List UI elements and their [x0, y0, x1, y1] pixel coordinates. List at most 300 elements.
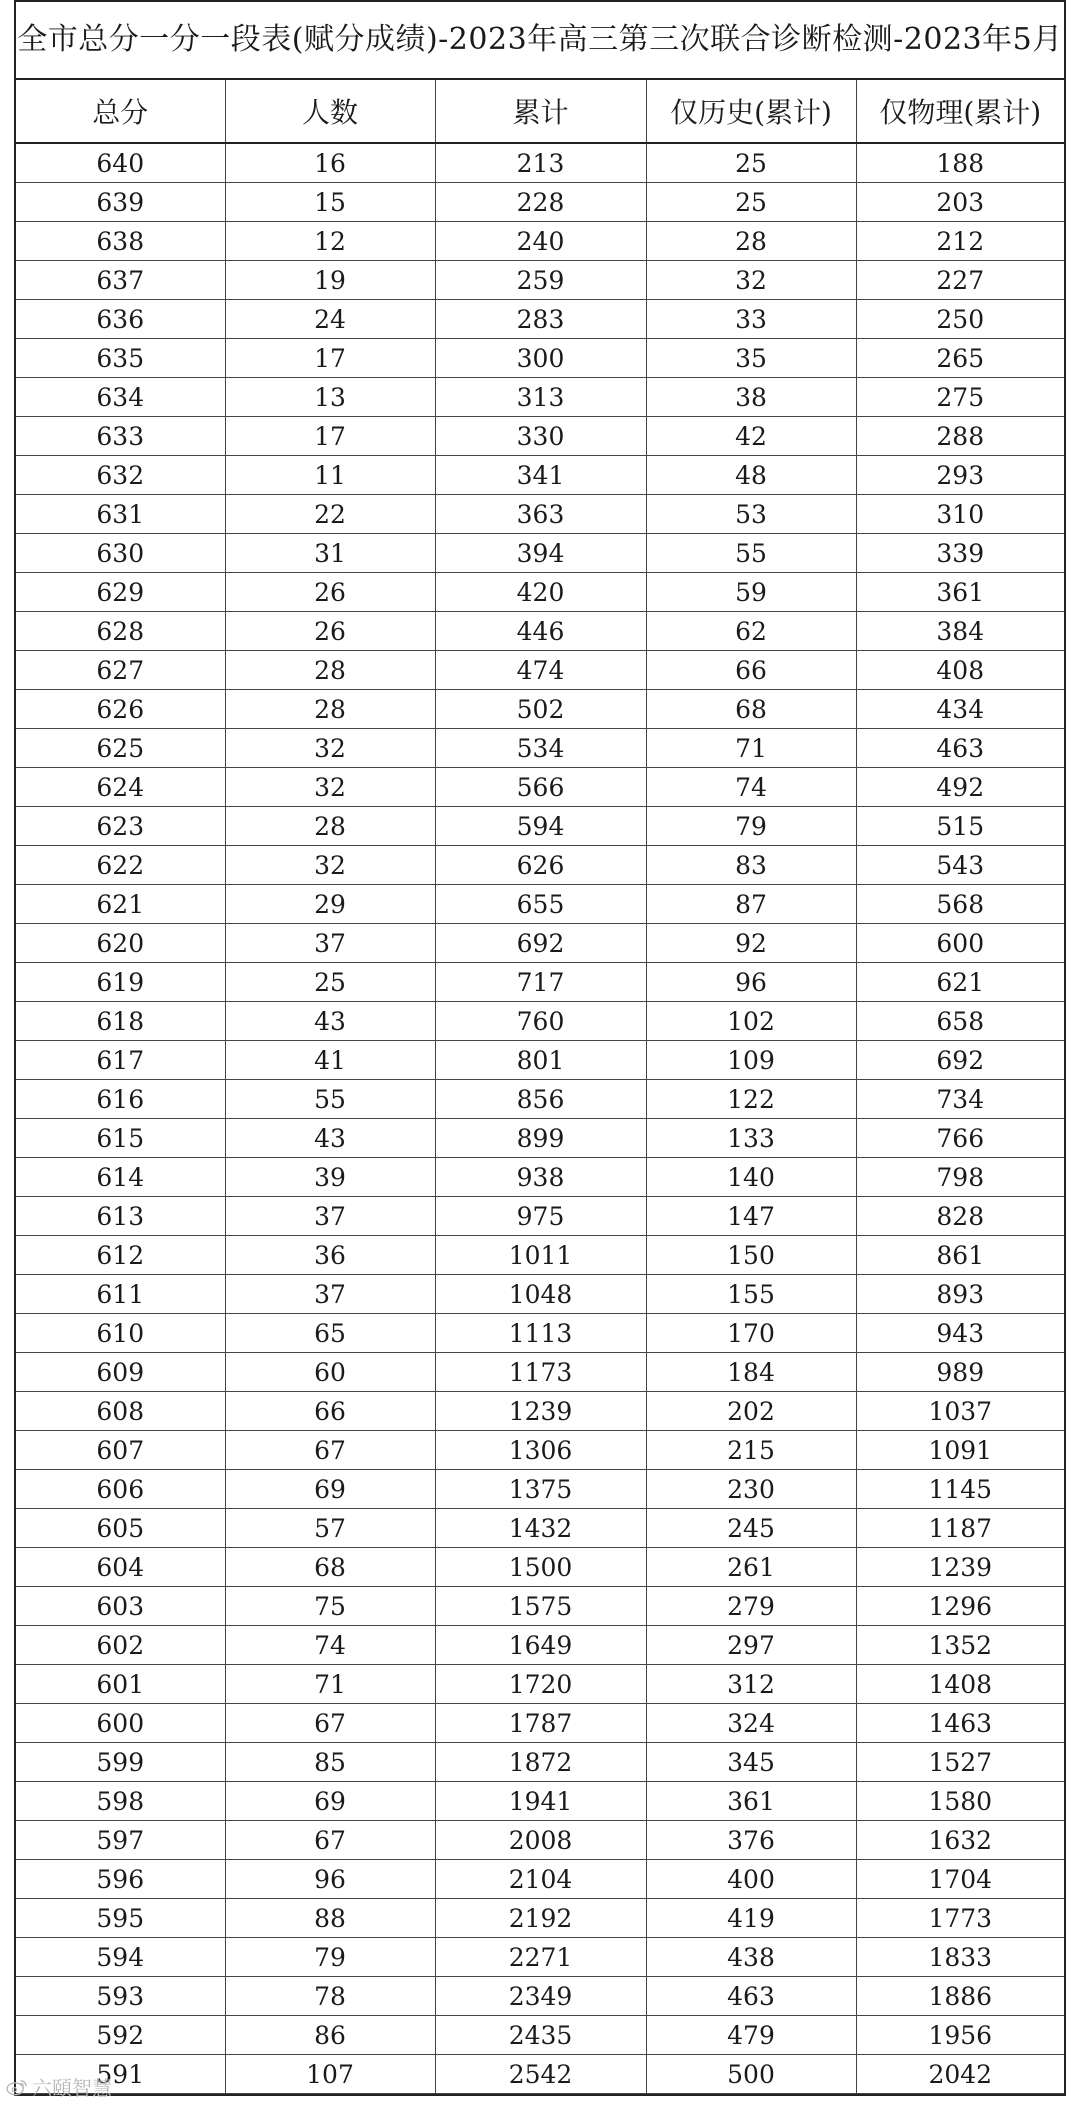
- total-score-cell: 634: [16, 378, 225, 417]
- table-row: [16, 768, 1064, 807]
- count-cell: 28: [225, 690, 435, 729]
- count-cell: 17: [225, 339, 435, 378]
- table-row: [16, 1782, 1064, 1821]
- score-table-sheet: [14, 0, 1066, 2096]
- physics-cumulative-cell: 463: [856, 729, 1064, 768]
- physics-cumulative-cell: 1296: [856, 1587, 1064, 1626]
- history-cumulative-cell: 202: [646, 1392, 856, 1431]
- cumulative-cell: 1500: [435, 1548, 646, 1587]
- total-score-cell: 608: [16, 1392, 225, 1431]
- count-cell: 41: [225, 1041, 435, 1080]
- physics-cumulative-cell: 1187: [856, 1509, 1064, 1548]
- count-cell: 69: [225, 1782, 435, 1821]
- count-cell: 107: [225, 2055, 435, 2094]
- physics-cumulative-cell: 798: [856, 1158, 1064, 1197]
- cumulative-cell: 330: [435, 417, 646, 456]
- total-score-cell: 639: [16, 183, 225, 222]
- history-cumulative-cell: 33: [646, 300, 856, 339]
- table-row: [16, 651, 1064, 690]
- count-cell: 37: [225, 1197, 435, 1236]
- total-score-cell: 640: [16, 143, 225, 183]
- cumulative-cell: 1872: [435, 1743, 646, 1782]
- table-row: [16, 183, 1064, 222]
- table-row: [16, 1431, 1064, 1470]
- physics-cumulative-cell: 1527: [856, 1743, 1064, 1782]
- table-row: [16, 495, 1064, 534]
- table-row: [16, 1509, 1064, 1548]
- count-cell: 68: [225, 1548, 435, 1587]
- physics-cumulative-cell: 1580: [856, 1782, 1064, 1821]
- physics-cumulative-cell: 1408: [856, 1665, 1064, 1704]
- table-row: [16, 1197, 1064, 1236]
- cumulative-cell: 594: [435, 807, 646, 846]
- history-cumulative-cell: 500: [646, 2055, 856, 2094]
- cumulative-cell: 692: [435, 924, 646, 963]
- count-cell: 55: [225, 1080, 435, 1119]
- cumulative-cell: 1575: [435, 1587, 646, 1626]
- history-cumulative-cell: 42: [646, 417, 856, 456]
- count-cell: 32: [225, 729, 435, 768]
- count-cell: 78: [225, 1977, 435, 2016]
- physics-cumulative-cell: 203: [856, 183, 1064, 222]
- total-score-cell: 591: [16, 2055, 225, 2094]
- count-cell: 85: [225, 1743, 435, 1782]
- count-cell: 26: [225, 573, 435, 612]
- count-cell: 65: [225, 1314, 435, 1353]
- physics-cumulative-cell: 861: [856, 1236, 1064, 1275]
- total-score-cell: 625: [16, 729, 225, 768]
- table-row: [16, 456, 1064, 495]
- column-header-history-cumulative: 仅历史(累计): [646, 80, 856, 143]
- table-row: [16, 261, 1064, 300]
- total-score-cell: 607: [16, 1431, 225, 1470]
- history-cumulative-cell: 35: [646, 339, 856, 378]
- history-cumulative-cell: 345: [646, 1743, 856, 1782]
- history-cumulative-cell: 87: [646, 885, 856, 924]
- total-score-cell: 632: [16, 456, 225, 495]
- total-score-cell: 606: [16, 1470, 225, 1509]
- cumulative-cell: 283: [435, 300, 646, 339]
- cumulative-cell: 240: [435, 222, 646, 261]
- column-header-physics-cumulative: 仅物理(累计): [856, 80, 1064, 143]
- history-cumulative-cell: 419: [646, 1899, 856, 1938]
- count-cell: 28: [225, 651, 435, 690]
- cumulative-cell: 446: [435, 612, 646, 651]
- history-cumulative-cell: 261: [646, 1548, 856, 1587]
- table-row: [16, 339, 1064, 378]
- cumulative-cell: 1787: [435, 1704, 646, 1743]
- history-cumulative-cell: 28: [646, 222, 856, 261]
- history-cumulative-cell: 155: [646, 1275, 856, 1314]
- history-cumulative-cell: 147: [646, 1197, 856, 1236]
- history-cumulative-cell: 245: [646, 1509, 856, 1548]
- total-score-cell: 617: [16, 1041, 225, 1080]
- physics-cumulative-cell: 989: [856, 1353, 1064, 1392]
- table-row: [16, 1899, 1064, 1938]
- total-score-cell: 621: [16, 885, 225, 924]
- count-cell: 32: [225, 768, 435, 807]
- history-cumulative-cell: 59: [646, 573, 856, 612]
- cumulative-cell: 1649: [435, 1626, 646, 1665]
- history-cumulative-cell: 184: [646, 1353, 856, 1392]
- history-cumulative-cell: 361: [646, 1782, 856, 1821]
- total-score-cell: 593: [16, 1977, 225, 2016]
- count-cell: 88: [225, 1899, 435, 1938]
- total-score-cell: 597: [16, 1821, 225, 1860]
- total-score-cell: 594: [16, 1938, 225, 1977]
- physics-cumulative-cell: 1037: [856, 1392, 1064, 1431]
- cumulative-cell: 2349: [435, 1977, 646, 2016]
- physics-cumulative-cell: 1886: [856, 1977, 1064, 2016]
- cumulative-cell: 899: [435, 1119, 646, 1158]
- count-cell: 86: [225, 2016, 435, 2055]
- history-cumulative-cell: 463: [646, 1977, 856, 2016]
- physics-cumulative-cell: 1091: [856, 1431, 1064, 1470]
- count-cell: 60: [225, 1353, 435, 1392]
- physics-cumulative-cell: 227: [856, 261, 1064, 300]
- total-score-cell: 635: [16, 339, 225, 378]
- physics-cumulative-cell: 408: [856, 651, 1064, 690]
- cumulative-cell: 1432: [435, 1509, 646, 1548]
- total-score-cell: 624: [16, 768, 225, 807]
- cumulative-cell: 655: [435, 885, 646, 924]
- count-cell: 57: [225, 1509, 435, 1548]
- total-score-cell: 629: [16, 573, 225, 612]
- table-row: [16, 222, 1064, 261]
- cumulative-cell: 313: [435, 378, 646, 417]
- physics-cumulative-cell: 1239: [856, 1548, 1064, 1587]
- weibo-icon: [6, 2078, 28, 2096]
- history-cumulative-cell: 74: [646, 768, 856, 807]
- physics-cumulative-cell: 1773: [856, 1899, 1064, 1938]
- cumulative-cell: 938: [435, 1158, 646, 1197]
- history-cumulative-cell: 62: [646, 612, 856, 651]
- history-cumulative-cell: 400: [646, 1860, 856, 1899]
- count-cell: 31: [225, 534, 435, 573]
- history-cumulative-cell: 96: [646, 963, 856, 1002]
- count-cell: 12: [225, 222, 435, 261]
- page-title: 全市总分一分一段表(赋分成绩)-2023年高三第三次联合诊断检测-2023年5月: [16, 2, 1064, 80]
- table-row: [16, 1275, 1064, 1314]
- column-header-cumulative: 累计: [435, 80, 646, 143]
- table-row: [16, 2055, 1064, 2094]
- history-cumulative-cell: 170: [646, 1314, 856, 1353]
- total-score-cell: 603: [16, 1587, 225, 1626]
- history-cumulative-cell: 438: [646, 1938, 856, 1977]
- history-cumulative-cell: 122: [646, 1080, 856, 1119]
- cumulative-cell: 2435: [435, 2016, 646, 2055]
- physics-cumulative-cell: 621: [856, 963, 1064, 1002]
- count-cell: 36: [225, 1236, 435, 1275]
- cumulative-cell: 760: [435, 1002, 646, 1041]
- history-cumulative-cell: 109: [646, 1041, 856, 1080]
- table-row: [16, 1821, 1064, 1860]
- physics-cumulative-cell: 893: [856, 1275, 1064, 1314]
- total-score-cell: 628: [16, 612, 225, 651]
- physics-cumulative-cell: 515: [856, 807, 1064, 846]
- cumulative-cell: 1306: [435, 1431, 646, 1470]
- table-row: [16, 1860, 1064, 1899]
- total-score-cell: 596: [16, 1860, 225, 1899]
- cumulative-cell: 1011: [435, 1236, 646, 1275]
- history-cumulative-cell: 297: [646, 1626, 856, 1665]
- table-row: [16, 1314, 1064, 1353]
- table-body: [16, 143, 1064, 2094]
- total-score-cell: 623: [16, 807, 225, 846]
- cumulative-cell: 1113: [435, 1314, 646, 1353]
- physics-cumulative-cell: 212: [856, 222, 1064, 261]
- count-cell: 67: [225, 1821, 435, 1860]
- table-row: [16, 1704, 1064, 1743]
- physics-cumulative-cell: 600: [856, 924, 1064, 963]
- column-header-count: 人数: [225, 80, 435, 143]
- count-cell: 19: [225, 261, 435, 300]
- physics-cumulative-cell: 828: [856, 1197, 1064, 1236]
- table-row: [16, 534, 1064, 573]
- cumulative-cell: 300: [435, 339, 646, 378]
- total-score-cell: 620: [16, 924, 225, 963]
- history-cumulative-cell: 324: [646, 1704, 856, 1743]
- history-cumulative-cell: 140: [646, 1158, 856, 1197]
- count-cell: 67: [225, 1704, 435, 1743]
- history-cumulative-cell: 83: [646, 846, 856, 885]
- cumulative-cell: 2104: [435, 1860, 646, 1899]
- history-cumulative-cell: 53: [646, 495, 856, 534]
- table-row: [16, 1548, 1064, 1587]
- cumulative-cell: 801: [435, 1041, 646, 1080]
- table-row: [16, 963, 1064, 1002]
- cumulative-cell: 566: [435, 768, 646, 807]
- watermark: [6, 2072, 112, 2101]
- physics-cumulative-cell: 543: [856, 846, 1064, 885]
- total-score-cell: 611: [16, 1275, 225, 1314]
- history-cumulative-cell: 376: [646, 1821, 856, 1860]
- history-cumulative-cell: 133: [646, 1119, 856, 1158]
- cumulative-cell: 502: [435, 690, 646, 729]
- total-score-cell: 631: [16, 495, 225, 534]
- physics-cumulative-cell: 361: [856, 573, 1064, 612]
- cumulative-cell: 856: [435, 1080, 646, 1119]
- history-cumulative-cell: 68: [646, 690, 856, 729]
- table-row: [16, 1977, 1064, 2016]
- table-header: [16, 80, 1064, 143]
- column-header-total-score: 总分: [16, 80, 225, 143]
- table-row: [16, 1743, 1064, 1782]
- total-score-cell: 592: [16, 2016, 225, 2055]
- physics-cumulative-cell: 188: [856, 143, 1064, 183]
- physics-cumulative-cell: 384: [856, 612, 1064, 651]
- count-cell: 69: [225, 1470, 435, 1509]
- physics-cumulative-cell: 1704: [856, 1860, 1064, 1899]
- table-row: [16, 1080, 1064, 1119]
- cumulative-cell: 1375: [435, 1470, 646, 1509]
- total-score-cell: 638: [16, 222, 225, 261]
- total-score-cell: 595: [16, 1899, 225, 1938]
- physics-cumulative-cell: 310: [856, 495, 1064, 534]
- count-cell: 96: [225, 1860, 435, 1899]
- total-score-cell: 637: [16, 261, 225, 300]
- count-cell: 16: [225, 143, 435, 183]
- cumulative-cell: 394: [435, 534, 646, 573]
- table-row: [16, 300, 1064, 339]
- watermark-text: 六頤智慧: [32, 2076, 112, 2100]
- history-cumulative-cell: 230: [646, 1470, 856, 1509]
- table-row: [16, 1119, 1064, 1158]
- total-score-cell: 613: [16, 1197, 225, 1236]
- table-row: [16, 729, 1064, 768]
- total-score-cell: 614: [16, 1158, 225, 1197]
- physics-cumulative-cell: 434: [856, 690, 1064, 729]
- history-cumulative-cell: 66: [646, 651, 856, 690]
- total-score-cell: 602: [16, 1626, 225, 1665]
- cumulative-cell: 1048: [435, 1275, 646, 1314]
- physics-cumulative-cell: 1352: [856, 1626, 1064, 1665]
- table-row: [16, 1002, 1064, 1041]
- physics-cumulative-cell: 1956: [856, 2016, 1064, 2055]
- history-cumulative-cell: 479: [646, 2016, 856, 2055]
- table-row: [16, 2016, 1064, 2055]
- history-cumulative-cell: 48: [646, 456, 856, 495]
- cumulative-cell: 341: [435, 456, 646, 495]
- total-score-cell: 604: [16, 1548, 225, 1587]
- history-cumulative-cell: 71: [646, 729, 856, 768]
- table-row: [16, 143, 1064, 183]
- count-cell: 37: [225, 1275, 435, 1314]
- physics-cumulative-cell: 766: [856, 1119, 1064, 1158]
- table-row: [16, 1587, 1064, 1626]
- total-score-cell: 609: [16, 1353, 225, 1392]
- total-score-cell: 616: [16, 1080, 225, 1119]
- cumulative-cell: 363: [435, 495, 646, 534]
- count-cell: 67: [225, 1431, 435, 1470]
- table-row: [16, 378, 1064, 417]
- table-row: [16, 573, 1064, 612]
- cumulative-cell: 213: [435, 143, 646, 183]
- table-row: [16, 807, 1064, 846]
- physics-cumulative-cell: 1463: [856, 1704, 1064, 1743]
- table-row: [16, 1236, 1064, 1275]
- physics-cumulative-cell: 568: [856, 885, 1064, 924]
- count-cell: 32: [225, 846, 435, 885]
- history-cumulative-cell: 55: [646, 534, 856, 573]
- table-row: [16, 924, 1064, 963]
- history-cumulative-cell: 215: [646, 1431, 856, 1470]
- total-score-cell: 605: [16, 1509, 225, 1548]
- physics-cumulative-cell: 1632: [856, 1821, 1064, 1860]
- total-score-cell: 618: [16, 1002, 225, 1041]
- table-row: [16, 1392, 1064, 1431]
- count-cell: 28: [225, 807, 435, 846]
- total-score-cell: 626: [16, 690, 225, 729]
- header-row: [16, 80, 1064, 143]
- table-row: [16, 1470, 1064, 1509]
- cumulative-cell: 1720: [435, 1665, 646, 1704]
- count-cell: 15: [225, 183, 435, 222]
- count-cell: 29: [225, 885, 435, 924]
- count-cell: 17: [225, 417, 435, 456]
- count-cell: 13: [225, 378, 435, 417]
- history-cumulative-cell: 102: [646, 1002, 856, 1041]
- total-score-cell: 633: [16, 417, 225, 456]
- count-cell: 79: [225, 1938, 435, 1977]
- total-score-cell: 630: [16, 534, 225, 573]
- cumulative-cell: 228: [435, 183, 646, 222]
- total-score-cell: 601: [16, 1665, 225, 1704]
- history-cumulative-cell: 79: [646, 807, 856, 846]
- physics-cumulative-cell: 265: [856, 339, 1064, 378]
- cumulative-cell: 474: [435, 651, 646, 690]
- history-cumulative-cell: 25: [646, 183, 856, 222]
- physics-cumulative-cell: 734: [856, 1080, 1064, 1119]
- history-cumulative-cell: 92: [646, 924, 856, 963]
- total-score-cell: 598: [16, 1782, 225, 1821]
- count-cell: 24: [225, 300, 435, 339]
- table-row: [16, 846, 1064, 885]
- history-cumulative-cell: 312: [646, 1665, 856, 1704]
- history-cumulative-cell: 32: [646, 261, 856, 300]
- table-row: [16, 1626, 1064, 1665]
- count-cell: 26: [225, 612, 435, 651]
- table-row: [16, 612, 1064, 651]
- count-cell: 39: [225, 1158, 435, 1197]
- count-cell: 75: [225, 1587, 435, 1626]
- physics-cumulative-cell: 275: [856, 378, 1064, 417]
- count-cell: 43: [225, 1119, 435, 1158]
- cumulative-cell: 2008: [435, 1821, 646, 1860]
- history-cumulative-cell: 25: [646, 143, 856, 183]
- table-row: [16, 1041, 1064, 1080]
- physics-cumulative-cell: 1833: [856, 1938, 1064, 1977]
- physics-cumulative-cell: 339: [856, 534, 1064, 573]
- total-score-cell: 610: [16, 1314, 225, 1353]
- table-row: [16, 885, 1064, 924]
- cumulative-cell: 1173: [435, 1353, 646, 1392]
- physics-cumulative-cell: 492: [856, 768, 1064, 807]
- cumulative-cell: 1941: [435, 1782, 646, 1821]
- cumulative-cell: 2542: [435, 2055, 646, 2094]
- count-cell: 43: [225, 1002, 435, 1041]
- history-cumulative-cell: 38: [646, 378, 856, 417]
- table-row: [16, 1938, 1064, 1977]
- physics-cumulative-cell: 658: [856, 1002, 1064, 1041]
- physics-cumulative-cell: 250: [856, 300, 1064, 339]
- physics-cumulative-cell: 1145: [856, 1470, 1064, 1509]
- physics-cumulative-cell: 943: [856, 1314, 1064, 1353]
- cumulative-cell: 1239: [435, 1392, 646, 1431]
- count-cell: 25: [225, 963, 435, 1002]
- table-row: [16, 690, 1064, 729]
- table-row: [16, 1665, 1064, 1704]
- total-score-cell: 619: [16, 963, 225, 1002]
- history-cumulative-cell: 279: [646, 1587, 856, 1626]
- cumulative-cell: 626: [435, 846, 646, 885]
- cumulative-cell: 534: [435, 729, 646, 768]
- count-cell: 74: [225, 1626, 435, 1665]
- cumulative-cell: 2192: [435, 1899, 646, 1938]
- count-cell: 71: [225, 1665, 435, 1704]
- cumulative-cell: 2271: [435, 1938, 646, 1977]
- cumulative-cell: 420: [435, 573, 646, 612]
- physics-cumulative-cell: 692: [856, 1041, 1064, 1080]
- total-score-cell: 599: [16, 1743, 225, 1782]
- table-row: [16, 1158, 1064, 1197]
- total-score-cell: 615: [16, 1119, 225, 1158]
- count-cell: 22: [225, 495, 435, 534]
- count-cell: 11: [225, 456, 435, 495]
- physics-cumulative-cell: 293: [856, 456, 1064, 495]
- score-distribution-table: [16, 80, 1064, 2094]
- count-cell: 66: [225, 1392, 435, 1431]
